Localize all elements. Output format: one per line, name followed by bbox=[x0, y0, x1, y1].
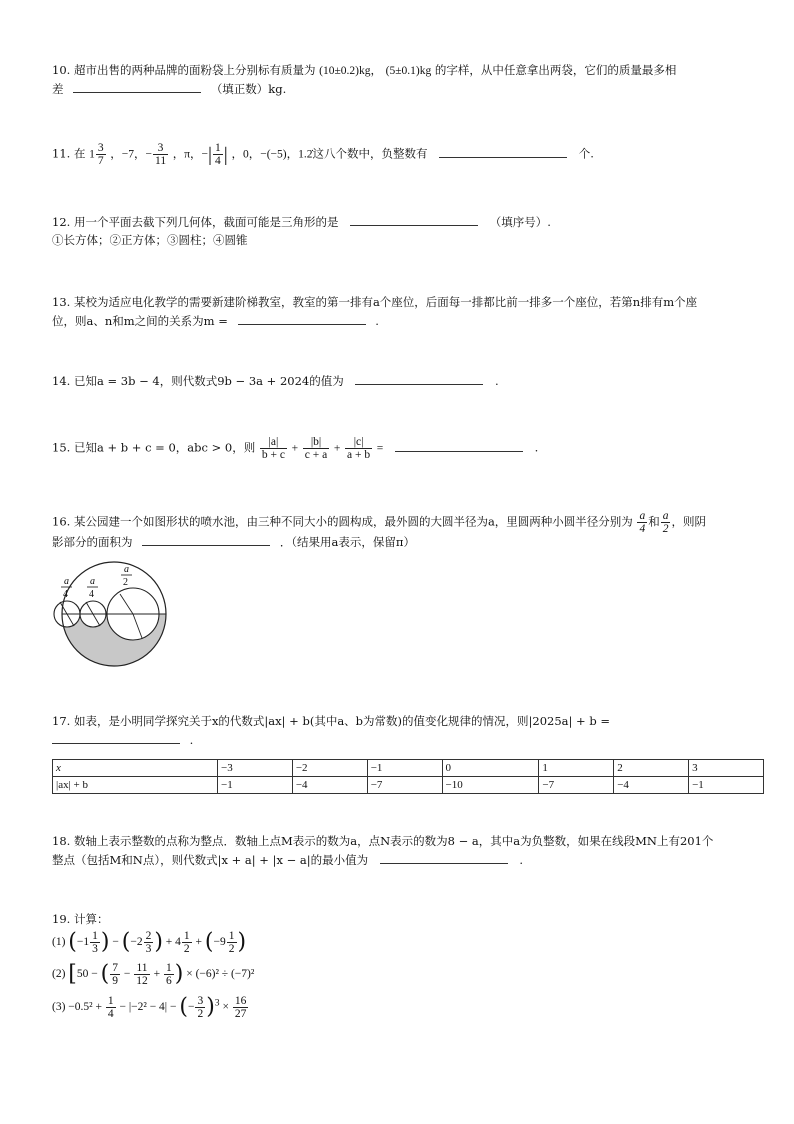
q19-p2-label: (2) bbox=[52, 968, 66, 981]
q19-p3-f1-num: 1 bbox=[107, 995, 114, 1007]
q11-text: 在 bbox=[73, 146, 86, 161]
label-2-den: 4 bbox=[89, 589, 94, 600]
q19-p2-start: 50 − bbox=[76, 968, 98, 981]
q19-p2-f2-den: 12 bbox=[136, 975, 148, 988]
q16-fraction-a4 bbox=[637, 510, 647, 535]
table-cell: 3 bbox=[689, 760, 764, 777]
table-cell: x bbox=[53, 760, 218, 777]
q11-abs-num: 1 bbox=[215, 142, 221, 154]
q15-fraction-1 bbox=[260, 436, 287, 461]
q17-answer-blank[interactable] bbox=[52, 742, 180, 744]
question-10-line2 bbox=[52, 84, 286, 96]
q19-p1-op3: + bbox=[195, 936, 203, 949]
q16-line1: 某公园建一个如图形状的喷水池，由三种不同大小的圆构成，最外圆的大圆半径为a，里圆两种小圆半径分别为 bbox=[73, 514, 633, 529]
q18-tail: . bbox=[519, 853, 524, 867]
q16-line1-tail: ，则阴 bbox=[671, 514, 706, 529]
q11-abs-fraction bbox=[213, 142, 223, 167]
q10-line2b: （填正数）kg. bbox=[210, 82, 287, 96]
table-cell: −3 bbox=[218, 760, 293, 777]
q15-plus-2: + bbox=[333, 442, 341, 455]
q11-fraction bbox=[153, 142, 168, 167]
q19-title: 计算： bbox=[73, 912, 109, 926]
q19-part-3: (3) −0.5² + $\frac{1}{4}$ − |−2² − 4| − (− $\frac{3}{2}$ )$^3$ × $\frac{16}{27}$ bbox=[52, 994, 247, 1021]
q13-line2: 位，则a、n和m之间的关系为m = bbox=[52, 314, 228, 328]
q14-number: 14. bbox=[52, 374, 71, 388]
q11-mixed-fraction bbox=[96, 142, 106, 167]
q14-answer-blank[interactable] bbox=[355, 383, 483, 385]
q15-f1-num: |a| bbox=[260, 436, 287, 449]
q11-v3: ，π，− bbox=[172, 148, 209, 161]
q19-p1-d-num: 1 bbox=[228, 930, 235, 942]
q16-number: 16. bbox=[52, 514, 71, 529]
q19-p1-b-num: 2 bbox=[145, 930, 152, 942]
table-cell: −4 bbox=[292, 777, 367, 794]
q19-number: 19. bbox=[52, 912, 71, 926]
label-3-den: 2 bbox=[123, 577, 128, 588]
q19-p2-plus: + bbox=[153, 968, 161, 981]
q19-p1-b-whole: −2 bbox=[130, 936, 143, 949]
question-12 bbox=[52, 217, 551, 229]
q11-tail: 个. bbox=[578, 146, 594, 161]
question-17 bbox=[52, 716, 610, 728]
table-cell: −4 bbox=[614, 777, 689, 794]
q10-text-2: 的字样，从中任意拿出两袋，它们的质量最多相 bbox=[434, 63, 677, 77]
q19-p2-tail: × (−6)² ÷ (−7)² bbox=[186, 968, 255, 981]
q19-p2-f1-den: 9 bbox=[112, 975, 118, 988]
table-cell: 0 bbox=[442, 760, 539, 777]
q10-number: 10. bbox=[52, 63, 71, 77]
q16-fraction-a2 bbox=[661, 510, 671, 535]
q19-p3-mid: − |−2² − 4| − bbox=[119, 1001, 177, 1014]
q19-p2-f1-num: 7 bbox=[112, 962, 118, 974]
q19-p1-a-num: 1 bbox=[92, 930, 98, 942]
q11-mixed-whole: 1 bbox=[89, 148, 95, 161]
q12-answer-blank[interactable] bbox=[350, 224, 478, 226]
table-cell: |ax| + b bbox=[53, 777, 218, 794]
table-row bbox=[53, 760, 764, 777]
q19-p1-op2: + 4 bbox=[165, 936, 181, 949]
q19-p1-b-den: 3 bbox=[145, 943, 152, 956]
q16-fa-num: a bbox=[639, 510, 646, 522]
q12-text: 用一个平面去截下列几何体，截面可能是三角形的是 bbox=[73, 215, 339, 229]
q19-p3-label: (3) bbox=[52, 1001, 66, 1014]
q19-p1-c-den: 2 bbox=[183, 943, 190, 956]
q16-answer-blank[interactable] bbox=[142, 544, 270, 546]
q12-tail: （填序号）. bbox=[489, 215, 551, 229]
q18-line2: 整点（包括M和N点），则代数式|x + a| + |x − a|的最小值为 bbox=[52, 853, 369, 867]
q11-answer-blank[interactable] bbox=[439, 156, 567, 158]
question-18 bbox=[52, 836, 713, 848]
q16-fb-num: a bbox=[662, 510, 669, 522]
label-3-num: a bbox=[124, 564, 129, 575]
q18-line1: 数轴上表示整数的点称为整点．数轴上点M表示的数为a，点N表示的数为8 − a，其中a为负整数，如果在线段MN上有201个 bbox=[73, 834, 714, 848]
q19-p2-f3-den: 6 bbox=[165, 975, 172, 988]
q19-p1-c-num: 1 bbox=[183, 930, 190, 942]
q19-p1-d-den: 2 bbox=[228, 943, 235, 956]
q15-fraction-2 bbox=[303, 436, 329, 461]
q10-mass-2: (5±0.1)kg bbox=[385, 65, 432, 77]
q15-answer-blank[interactable] bbox=[395, 450, 523, 452]
table-cell: −1 bbox=[689, 777, 764, 794]
q16-fb-den: 2 bbox=[662, 523, 669, 536]
q16-line2-tail: ．（结果用a表示，保留π） bbox=[279, 535, 415, 549]
q18-answer-blank[interactable] bbox=[380, 862, 508, 864]
q10-text: 超市出售的两种品牌的面粉袋上分别标有质量为 bbox=[73, 63, 316, 77]
q19-p3-f2-num: 3 bbox=[197, 995, 204, 1007]
q16-line2: 影部分的面积为 bbox=[52, 535, 133, 549]
q19-p2-f2-num: 11 bbox=[134, 962, 150, 975]
q19-p1-a-whole: −1 bbox=[76, 936, 90, 949]
q14-text: 已知a = 3b − 4，则代数式9b − 3a + 2024的值为 bbox=[73, 374, 344, 388]
q19-p1-a-den: 3 bbox=[92, 943, 98, 956]
q15-tail: . bbox=[534, 440, 539, 455]
q19-p1-d-whole: −9 bbox=[213, 936, 226, 949]
q14-tail: . bbox=[495, 374, 499, 388]
question-13 bbox=[52, 297, 697, 309]
q17-tail: . bbox=[189, 733, 194, 747]
question-14 bbox=[52, 376, 499, 388]
q15-equals: = bbox=[376, 442, 384, 455]
q10-mass-1: (10±0.2)kg bbox=[319, 65, 371, 77]
q15-f2-num: |b| bbox=[303, 436, 329, 449]
q18-number: 18. bbox=[52, 834, 71, 848]
q19-part-2: (2) [50 − ( $\frac{7}{9}$ − $\frac{11}{12}$ + $\frac{1}{6}$ ) × (−6)² ÷ (−7)² bbox=[52, 961, 255, 988]
q19-part-1: (1) (−1 $\frac{1}{3}$ ) − (−2 $\frac{2}{3}$ ) + 4 $\frac{1}{2}$ + (−9 $\frac{1}{2}$ ) bbox=[52, 929, 247, 956]
table-row bbox=[53, 777, 764, 794]
q19-p2-f3-num: 1 bbox=[165, 962, 172, 974]
table-cell: −7 bbox=[539, 777, 614, 794]
question-18-line2 bbox=[52, 855, 523, 867]
q15-number: 15. bbox=[52, 440, 71, 455]
q10-answer-blank[interactable] bbox=[73, 91, 201, 93]
question-13-line2 bbox=[52, 316, 379, 328]
q15-f3-num: |c| bbox=[345, 436, 372, 449]
table-cell: −2 bbox=[292, 760, 367, 777]
label-1-num: a bbox=[64, 576, 69, 587]
q15-f2-den: c + a bbox=[304, 449, 328, 462]
question-19 bbox=[52, 914, 108, 926]
q13-tail: . bbox=[375, 314, 379, 328]
table-cell: −1 bbox=[218, 777, 293, 794]
question-17-line2 bbox=[52, 735, 193, 747]
q12-options: ①长方体；②正方体；③圆柱；④圆锥 bbox=[52, 233, 248, 247]
q11-f-den: 11 bbox=[155, 155, 167, 168]
table-cell: 1 bbox=[539, 760, 614, 777]
table-cell: 2 bbox=[614, 760, 689, 777]
q19-p3-start: −0.5² + bbox=[68, 1001, 102, 1014]
q15-text: 已知a + b + c = 0，abc > 0，则 bbox=[73, 440, 256, 455]
q17-value-table bbox=[52, 759, 764, 794]
q19-p3-times: × bbox=[222, 1001, 229, 1014]
table-cell: −10 bbox=[442, 777, 539, 794]
q13-answer-blank[interactable] bbox=[238, 323, 366, 325]
q19-p3-f1-den: 4 bbox=[107, 1008, 114, 1021]
q16-fa-den: 4 bbox=[639, 523, 646, 536]
q15-f1-den: b + c bbox=[261, 449, 285, 462]
fountain-figure bbox=[50, 560, 180, 672]
q19-p3-f3-num: 16 bbox=[234, 995, 247, 1007]
table-cell: −1 bbox=[367, 760, 442, 777]
q10-line2a: 差 bbox=[52, 82, 64, 96]
label-2-num: a bbox=[90, 576, 95, 587]
q16-and: 和 bbox=[648, 514, 660, 529]
question-16 bbox=[52, 510, 706, 535]
q19-p3-f2-den: 2 bbox=[197, 1008, 204, 1021]
q11-mixed-den: 7 bbox=[97, 155, 104, 168]
q19-p3-f3-den: 27 bbox=[234, 1008, 247, 1021]
q11-mixed-num: 3 bbox=[97, 142, 104, 154]
table-cell: −7 bbox=[367, 777, 442, 794]
q19-p3-power: 3 bbox=[214, 997, 220, 1009]
question-11: 11. 在 1 $\frac{3}{7}$ ，−7，− $\frac{3}{11}$ ，π，−| $\frac{1}{4}$ | ，0，−(−5)，1.2̇这八个数中，负整数有 个. bbox=[52, 142, 594, 168]
q12-number: 12. bbox=[52, 215, 71, 229]
q11-abs-den: 4 bbox=[215, 155, 221, 168]
q13-line1: 某校为适应电化教学的需要新建阶梯教室，教室的第一排有a个座位，后面每一排都比前一排多一个座位，若第n排有m个座 bbox=[73, 295, 698, 309]
label-1-den: 4 bbox=[63, 589, 68, 600]
q19-p1-label: (1) bbox=[52, 936, 66, 949]
q15-plus-1: + bbox=[291, 442, 299, 455]
q13-number: 13. bbox=[52, 295, 71, 309]
q11-v2: ，−7，− bbox=[110, 148, 152, 161]
question-10 bbox=[52, 65, 676, 78]
question-16-line2 bbox=[52, 537, 415, 549]
q19-p2-minus: − bbox=[123, 968, 131, 981]
question-15 bbox=[52, 436, 538, 461]
q17-text: 如表，是小明同学探究关于x的代数式|ax| + b(其中a、b为常数)的值变化规律的情况，则|2025a| + b = bbox=[73, 714, 610, 728]
q11-f-num: 3 bbox=[153, 142, 168, 155]
q15-f3-den: a + b bbox=[347, 449, 371, 462]
q11-number: 11. bbox=[52, 146, 71, 161]
q17-number: 17. bbox=[52, 714, 71, 728]
q10-sep: ， bbox=[370, 63, 382, 77]
q11-v4: ，0，−(−5)，1.2̇这八个数中，负整数有 bbox=[231, 148, 428, 161]
q15-fraction-3 bbox=[345, 436, 372, 461]
q19-p1-op1: − bbox=[112, 936, 119, 949]
